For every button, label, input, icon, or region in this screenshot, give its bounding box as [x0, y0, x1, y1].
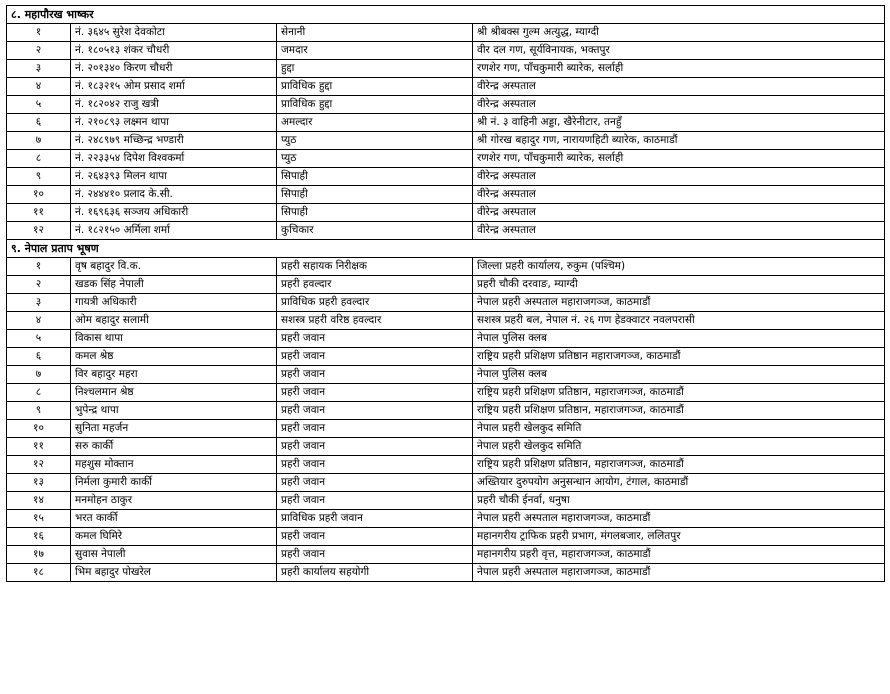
name-cell: निश्चलमान श्रेष्ठ: [71, 384, 277, 402]
office-cell: नेपाल प्रहरी खेलकुद समिति: [473, 438, 885, 456]
serial-number-cell: ३: [7, 294, 71, 312]
rank-cell: प्रहरी जवान: [277, 366, 473, 384]
serial-number-cell: १०: [7, 420, 71, 438]
name-cell: गायत्री अधिकारी: [71, 294, 277, 312]
serial-number-cell: ९: [7, 168, 71, 186]
office-cell: राष्ट्रिय प्रहरी प्रशिक्षण प्रतिष्ठान, महाराजगञ्ज, काठमाडौं: [473, 384, 885, 402]
office-cell: वीरेन्द्र अस्पताल: [473, 96, 885, 114]
rank-cell: सशस्त्र प्रहरी वरिष्ठ हवल्दार: [277, 312, 473, 330]
name-cell: मनमोहन ठाकुर: [71, 492, 277, 510]
rank-cell: प्रहरी जवान: [277, 420, 473, 438]
name-cell: भिम बहादुर पोखरेल: [71, 564, 277, 582]
section-header-row: [7, 240, 885, 258]
name-cell: नं. २४४४१० प्रलाद के.सी.: [71, 186, 277, 204]
serial-number-cell: १: [7, 24, 71, 42]
rank-cell: कुचिकार: [277, 222, 473, 240]
name-cell: वृष बहादुर वि.क.: [71, 258, 277, 276]
table-row: [7, 528, 885, 546]
honors-table: [6, 5, 885, 582]
rank-cell: अमल्दार: [277, 114, 473, 132]
table-row: [7, 564, 885, 582]
serial-number-cell: ७: [7, 366, 71, 384]
office-cell: जिल्ला प्रहरी कार्यालय, रुकुम (पश्चिम): [473, 258, 885, 276]
rank-cell: प्रहरी जवान: [277, 438, 473, 456]
document-page: [6, 5, 884, 582]
table-row: [7, 204, 885, 222]
rank-cell: प्रहरी सहायक निरीक्षक: [277, 258, 473, 276]
name-cell: कमल घिमिरे: [71, 528, 277, 546]
name-cell: नं. २२३३५४ दिपेश विश्वकर्मा: [71, 150, 277, 168]
serial-number-cell: १३: [7, 474, 71, 492]
name-cell: सुवास नेपाली: [71, 546, 277, 564]
table-row: [7, 276, 885, 294]
office-cell: नेपाल प्रहरी अस्पताल महाराजगञ्ज, काठमाडौं: [473, 294, 885, 312]
office-cell: वीरेन्द्र अस्पताल: [473, 204, 885, 222]
office-cell: नेपाल पुलिस क्लब: [473, 366, 885, 384]
table-row: [7, 132, 885, 150]
serial-number-cell: २: [7, 276, 71, 294]
office-cell: नेपाल प्रहरी अस्पताल महाराजगञ्ज, काठमाडौं: [473, 564, 885, 582]
rank-cell: सिपाही: [277, 204, 473, 222]
table-row: [7, 114, 885, 132]
serial-number-cell: ७: [7, 132, 71, 150]
table-row: [7, 168, 885, 186]
office-cell: महानगरीय प्रहरी वृत्त, महाराजगञ्ज, काठमाडौं: [473, 546, 885, 564]
rank-cell: प्युठ: [277, 132, 473, 150]
office-cell: राष्ट्रिय प्रहरी प्रशिक्षण प्रतिष्ठान, महाराजगञ्ज, काठमाडौं: [473, 456, 885, 474]
serial-number-cell: ५: [7, 96, 71, 114]
table-row: [7, 474, 885, 492]
table-row: [7, 60, 885, 78]
rank-cell: जमदार: [277, 42, 473, 60]
serial-number-cell: १८: [7, 564, 71, 582]
rank-cell: प्रहरी हवल्दार: [277, 276, 473, 294]
table-row: [7, 258, 885, 276]
office-cell: अख्तियार दुरुपयोग अनुसन्धान आयोग, टंगाल, काठमाडौं: [473, 474, 885, 492]
table-row: [7, 456, 885, 474]
table-row: [7, 348, 885, 366]
table-row: [7, 42, 885, 60]
rank-cell: प्रहरी जवान: [277, 384, 473, 402]
name-cell: नं. १८२०४२ राजु खत्री: [71, 96, 277, 114]
rank-cell: प्राविधिक प्रहरी हवल्दार: [277, 294, 473, 312]
name-cell: कमल श्रेष्ठ: [71, 348, 277, 366]
serial-number-cell: ४: [7, 78, 71, 96]
office-cell: श्री श्रीबक्स गुल्म अत्युद्ध, म्याग्दी: [473, 24, 885, 42]
section-header-row: [7, 6, 885, 24]
office-cell: राष्ट्रिय प्रहरी प्रशिक्षण प्रतिष्ठान, महाराजगञ्ज, काठमाडौं: [473, 402, 885, 420]
office-cell: नेपाल प्रहरी खेलकुद समिति: [473, 420, 885, 438]
section-title: ९. नेपाल प्रताप भूषण: [7, 240, 885, 258]
serial-number-cell: ८: [7, 150, 71, 168]
rank-cell: प्रहरी जवान: [277, 474, 473, 492]
serial-number-cell: १२: [7, 456, 71, 474]
rank-cell: सिपाही: [277, 168, 473, 186]
table-row: [7, 24, 885, 42]
name-cell: नं. ३६४५ सुरेश देवकोटा: [71, 24, 277, 42]
name-cell: विकास थापा: [71, 330, 277, 348]
serial-number-cell: १: [7, 258, 71, 276]
rank-cell: प्रहरी जवान: [277, 348, 473, 366]
office-cell: नेपाल प्रहरी अस्पताल महाराजगञ्ज, काठमाडौं: [473, 510, 885, 528]
rank-cell: सेनानी: [277, 24, 473, 42]
name-cell: सरु कार्की: [71, 438, 277, 456]
name-cell: भरत कार्की: [71, 510, 277, 528]
table-row: [7, 222, 885, 240]
serial-number-cell: ६: [7, 114, 71, 132]
table-row: [7, 546, 885, 564]
name-cell: नं. २४८९७९ मच्छिन्द्र भण्डारी: [71, 132, 277, 150]
office-cell: वीरेन्द्र अस्पताल: [473, 168, 885, 186]
honors-table-body: [7, 6, 885, 582]
serial-number-cell: ११: [7, 438, 71, 456]
rank-cell: प्युठ: [277, 150, 473, 168]
name-cell: ओम बहादुर सलामी: [71, 312, 277, 330]
office-cell: श्री नं. ३ वाहिनी अड्डा, खैरेनीटार, तनहुँ: [473, 114, 885, 132]
rank-cell: प्रहरी जवान: [277, 492, 473, 510]
name-cell: नं. १८३२१५ ओम प्रसाद शर्मा: [71, 78, 277, 96]
rank-cell: प्रहरी जवान: [277, 402, 473, 420]
office-cell: रणशेर गण, पाँचकुमारी ब्यारेक, सर्लाही: [473, 150, 885, 168]
office-cell: वीरेन्द्र अस्पताल: [473, 78, 885, 96]
serial-number-cell: ६: [7, 348, 71, 366]
table-row: [7, 492, 885, 510]
office-cell: वीरेन्द्र अस्पताल: [473, 186, 885, 204]
rank-cell: प्रहरी जवान: [277, 528, 473, 546]
table-row: [7, 420, 885, 438]
office-cell: वीरेन्द्र अस्पताल: [473, 222, 885, 240]
serial-number-cell: १२: [7, 222, 71, 240]
name-cell: महशुस मोक्तान: [71, 456, 277, 474]
table-row: [7, 186, 885, 204]
name-cell: निर्मला कुमारी कार्की: [71, 474, 277, 492]
table-row: [7, 96, 885, 114]
rank-cell: प्राविधिक प्रहरी जवान: [277, 510, 473, 528]
office-cell: प्रहरी चौकी ईनर्वा, धनुषा: [473, 492, 885, 510]
serial-number-cell: ३: [7, 60, 71, 78]
office-cell: रणशेर गण, पाँचकुमारी ब्यारेक, सर्लाही: [473, 60, 885, 78]
serial-number-cell: १५: [7, 510, 71, 528]
rank-cell: प्रहरी जवान: [277, 456, 473, 474]
serial-number-cell: १४: [7, 492, 71, 510]
table-row: [7, 330, 885, 348]
name-cell: सुनिता महर्जन: [71, 420, 277, 438]
serial-number-cell: ११: [7, 204, 71, 222]
table-row: [7, 366, 885, 384]
rank-cell: प्राविधिक हुद्दा: [277, 96, 473, 114]
rank-cell: प्रहरी जवान: [277, 330, 473, 348]
serial-number-cell: १६: [7, 528, 71, 546]
office-cell: श्री गोरख बहादुर गण, नारायणहिटी ब्यारेक, काठमाडौं: [473, 132, 885, 150]
table-row: [7, 510, 885, 528]
office-cell: सशस्त्र प्रहरी बल, नेपाल नं. २६ गण हेडक्वाटर नवलपरासी: [473, 312, 885, 330]
rank-cell: हुद्दा: [277, 60, 473, 78]
table-row: [7, 294, 885, 312]
office-cell: राष्ट्रिय प्रहरी प्रशिक्षण प्रतिष्ठान महाराजगञ्ज, काठमाडौं: [473, 348, 885, 366]
rank-cell: प्रहरी कार्यालय सहयोगी: [277, 564, 473, 582]
name-cell: नं. १८२१५० अर्मिला शर्मा: [71, 222, 277, 240]
table-row: [7, 150, 885, 168]
office-cell: महानगरीय ट्राफिक प्रहरी प्रभाग, मंगलबजार, ललितपुर: [473, 528, 885, 546]
name-cell: खडक सिंह नेपाली: [71, 276, 277, 294]
serial-number-cell: ४: [7, 312, 71, 330]
name-cell: नं. २०१३४० किरण चौधरी: [71, 60, 277, 78]
serial-number-cell: ५: [7, 330, 71, 348]
name-cell: विर बहादुर महरा: [71, 366, 277, 384]
office-cell: नेपाल पुलिस क्लब: [473, 330, 885, 348]
name-cell: भुपेन्द्र थापा: [71, 402, 277, 420]
name-cell: नं. १६९६३६ सञ्जय अधिकारी: [71, 204, 277, 222]
serial-number-cell: ८: [7, 384, 71, 402]
section-title: ८. महापौरख भाष्कर: [7, 6, 885, 24]
table-row: [7, 384, 885, 402]
rank-cell: सिपाही: [277, 186, 473, 204]
serial-number-cell: ९: [7, 402, 71, 420]
table-row: [7, 312, 885, 330]
table-row: [7, 78, 885, 96]
name-cell: नं. २६४३९३ मिलन थापा: [71, 168, 277, 186]
name-cell: नं. २१०८९३ लक्ष्मन थापा: [71, 114, 277, 132]
rank-cell: प्रहरी जवान: [277, 546, 473, 564]
serial-number-cell: १०: [7, 186, 71, 204]
table-row: [7, 438, 885, 456]
office-cell: वीर दल गण, सूर्यविनायक, भक्तपुर: [473, 42, 885, 60]
serial-number-cell: १७: [7, 546, 71, 564]
serial-number-cell: २: [7, 42, 71, 60]
rank-cell: प्राविधिक हुद्दा: [277, 78, 473, 96]
office-cell: प्रहरी चौकी दरवाङ, म्याग्दी: [473, 276, 885, 294]
name-cell: नं. १८०५१३ शंकर चौधरी: [71, 42, 277, 60]
table-row: [7, 402, 885, 420]
